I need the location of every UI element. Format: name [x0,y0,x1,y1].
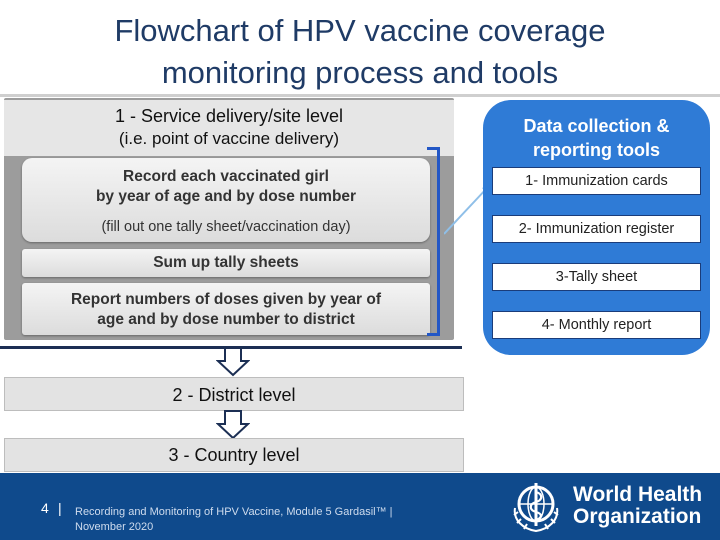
record-step-line1: Record each vaccinated girl [123,168,329,185]
steps-bracket [427,147,440,336]
tools-title-line2: reporting tools [533,140,660,160]
tool-immunization-register: 2- Immunization register [492,215,701,243]
tool-immunization-cards: 1- Immunization cards [492,167,701,195]
page-number: 4 [41,500,49,516]
record-step-line2: by year of age and by dose number [95,188,357,205]
who-emblem-icon [505,478,567,534]
footer-note-line1: Recording and Monitoring of HPV Vaccine, Module 5 Gardasil™ | [75,506,393,518]
report-step-text [22,283,430,330]
down-arrow-icon [216,347,250,377]
down-arrow-icon [216,410,250,440]
site-level-subtitle: (i.e. point of vaccine delivery) [118,129,340,148]
country-level-label: 3 - Country level [168,445,300,465]
who-wordmark-line1: World Health [573,483,703,506]
record-step-text [22,167,430,207]
report-step-line1: Report numbers of doses given by year of [70,291,382,308]
page-title [0,10,720,94]
title-divider [0,94,720,97]
tool-monthly-report: 4- Monthly report [492,311,701,339]
tools-title-line1: Data collection & [523,116,670,136]
site-level-title: 1 - Service delivery/site level [114,106,344,126]
country-level-box [4,438,464,472]
report-step-line2: age and by dose number to district [97,311,355,328]
district-level-box [4,377,464,411]
sum-step-box [22,249,430,277]
record-step-note: (fill out one tally sheet/vaccination day) [101,219,351,235]
district-level-label: 2 - District level [172,385,296,405]
footer-separator: | [58,500,62,516]
tool-tally-sheet: 3-Tally sheet [492,263,701,291]
footer-note [75,505,455,535]
tools-panel-title [483,114,710,162]
page-title-line2: monitoring process and tools [161,55,559,90]
page-title-line1: Flowchart of HPV vaccine coverage [114,13,606,48]
who-wordmark-line2: Organization [573,505,702,528]
footer-note-line2: November 2020 [75,521,154,533]
sum-step-text: Sum up tally sheets [153,254,299,271]
record-step-box [22,158,430,242]
report-step-box [22,283,430,335]
who-wordmark [573,484,702,528]
